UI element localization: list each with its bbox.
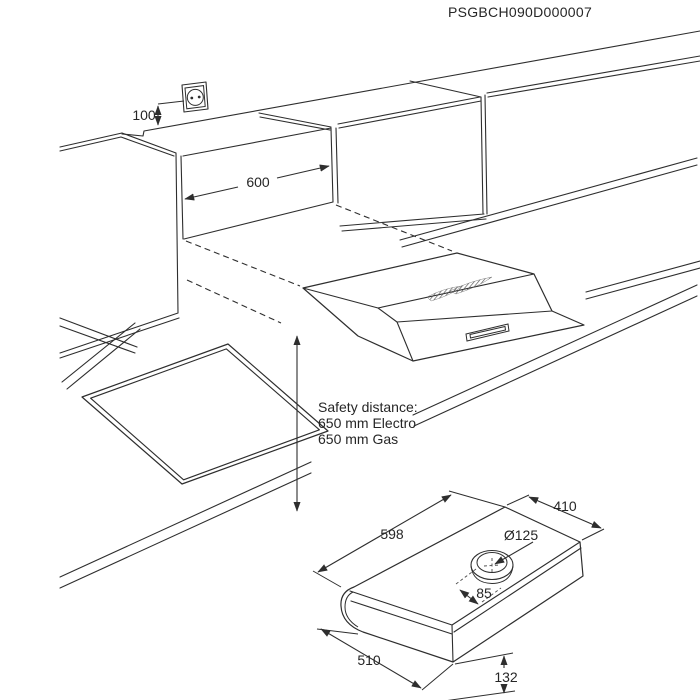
niche-arrow-left [185,187,238,199]
safety-distance-gas: 650 mm Gas [318,431,399,447]
left-cabinet [60,133,183,358]
socket-leader-line [158,101,184,104]
hood-body [303,253,584,361]
duct-offset-label: 85 [476,585,492,601]
cooktop-outer-frame [82,344,328,484]
cooker-hood [303,253,584,361]
socket-height-dimension [132,101,184,125]
socket-height-label: 100 [132,107,156,123]
socket-round-outlet [187,89,203,105]
safety-distance-title: Safety distance: [318,399,418,415]
wall-top-edge [122,31,700,136]
top-length-label: 598 [380,526,404,542]
bottom-length-label: 510 [357,652,381,668]
socket-pin-hole-right [198,96,201,99]
body-height-label: 132 [494,669,518,685]
top-depth-label: 410 [553,498,577,514]
power-socket-icon [182,82,208,112]
safety-distance-electro: 650 mm Electro [318,415,417,431]
middle-cabinet [259,95,487,231]
hood-dimension-drawing [313,491,604,700]
niche-width-dimension [185,166,329,199]
niche-width-label: 600 [246,174,270,190]
counter-back-edge [586,261,700,299]
socket-pin-hole-left [190,97,193,100]
duct-diameter-label: Ø125 [503,527,539,543]
niche-arrow-right [277,166,329,178]
right-cabinet [400,56,700,247]
cooktop [82,344,328,484]
product-code: PSGBCH090D000007 [447,4,593,20]
detail-hood-body [341,507,583,662]
